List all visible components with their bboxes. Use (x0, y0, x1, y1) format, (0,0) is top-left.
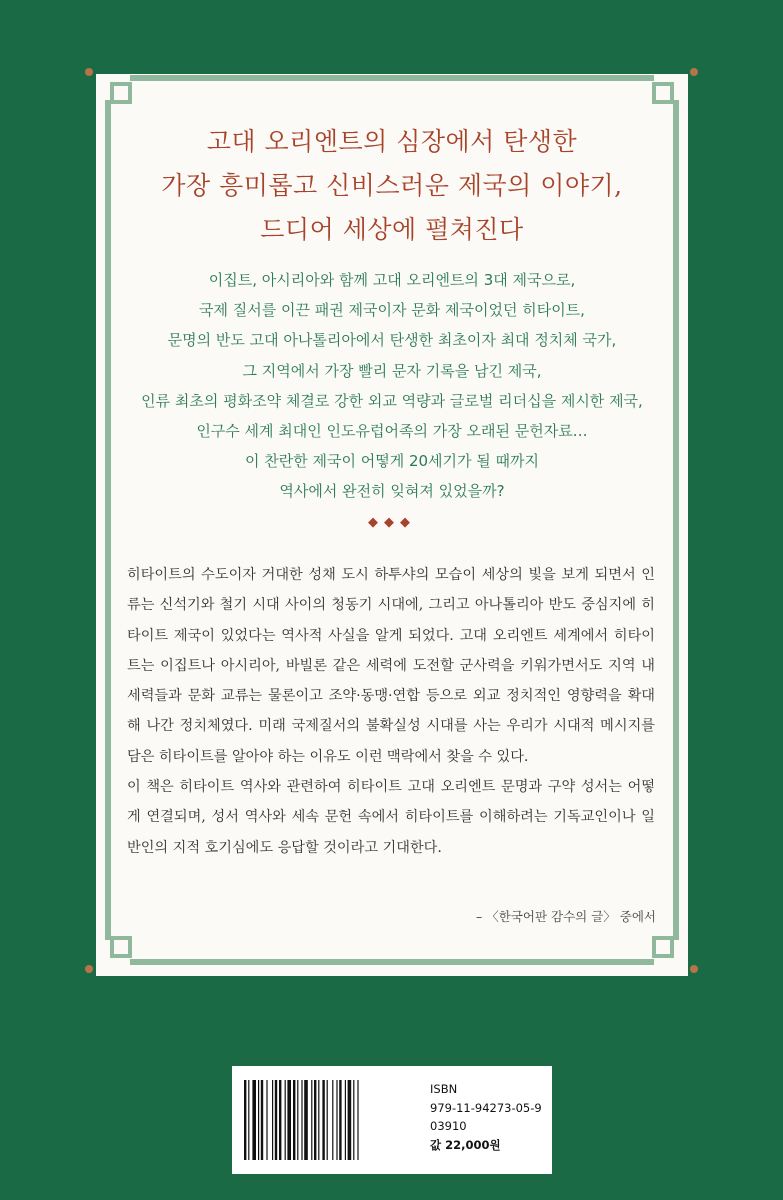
headline-line: 드디어 세상에 펼쳐진다 (260, 215, 524, 244)
corner-dot (85, 965, 93, 973)
headline-line: 가장 흥미롭고 신비스러운 제국의 이야기, (161, 171, 623, 200)
isbn-label: ISBN (430, 1082, 458, 1096)
barcode-label (232, 1066, 552, 1174)
attribution: – 〈한국어판 감수의 글〉 중에서 (476, 909, 656, 924)
corner-dot (85, 68, 93, 76)
corner-dot (690, 965, 698, 973)
intro-line: 국제 질서를 이끈 패권 제국이자 문화 제국이었던 히타이트, (199, 301, 585, 320)
intro-line: 이집트, 아시리아와 함께 고대 오리엔트의 3대 제국으로, (208, 271, 576, 289)
intro-line: 이 찬란한 제국이 어떻게 20세기가 될 때까지 (244, 452, 540, 471)
intro-line: 인구수 세계 최대인 인도유럽어족의 가장 오래된 문헌자료… (196, 422, 588, 441)
body-paragraph: 히타이트의 수도이자 거대한 성채 도시 하투샤의 모습이 세상의 빛을 보게 되면서 인류는 신석기와 철기 시대 사이의 청동기 시대에, 그리고 아나톨리아 반도 중심지에 히타이트 제국이 있었다는 역사적 사실을 알게 되었다. 고대 오리엔트 세계에서 히타이트는 이집트나 아시리아, 바빌론 같은 세력에 도전할 군사력을 키워가면서도 지역 내 세력들과 문화 교류는 물론이고 조약·동맹·연합 등으로 외교 정치적인 영향력을 확대해 나간 정치체였다. 미래 국제질서의 불확실성 시대를 사는 우리가 시대적 메시지를 담은 히타이트를 알아야 하는 이유도 이런 맥락에서 찾을 수 있다. (127, 567, 655, 765)
headline-line: 고대 오리엔트의 심장에서 탄생한 (206, 127, 578, 156)
intro-line: 인류 최초의 평화조약 체결로 강한 외교 역량과 글로벌 리더십을 제시한 제국, (141, 391, 643, 410)
isbn-info (430, 1080, 542, 1154)
isbn-addon: 03910 (430, 1119, 467, 1133)
intro-line: 역사에서 완전히 잊혀져 있었을까? (279, 482, 505, 501)
body-paragraph: 이 책은 히타이트 역사와 관련하여 히타이트 고대 오리엔트 문명과 구약 성서는 어떻게 연결되며, 성서 역사와 세속 문헌 속에서 히타이트를 이해하려는 기독교인이나 일반인의 지적 호기심에도 응답할 것이라고 기대한다. (127, 779, 655, 856)
intro-text (96, 265, 688, 507)
headline (96, 120, 688, 252)
body-text (127, 560, 655, 863)
corner-dot (690, 68, 698, 76)
intro-line: 그 지역에서 가장 빨리 문자 기록을 남긴 제국, (242, 361, 542, 380)
barcode-image (244, 1080, 420, 1160)
price: 값 22,000원 (430, 1137, 501, 1152)
diamond-divider: ◆◆◆ (368, 515, 416, 530)
intro-line: 문명의 반도 고대 아나톨리아에서 탄생한 최초이자 최대 정치체 국가, (167, 331, 617, 350)
isbn-number: 979-11-94273-05-9 (430, 1100, 542, 1115)
